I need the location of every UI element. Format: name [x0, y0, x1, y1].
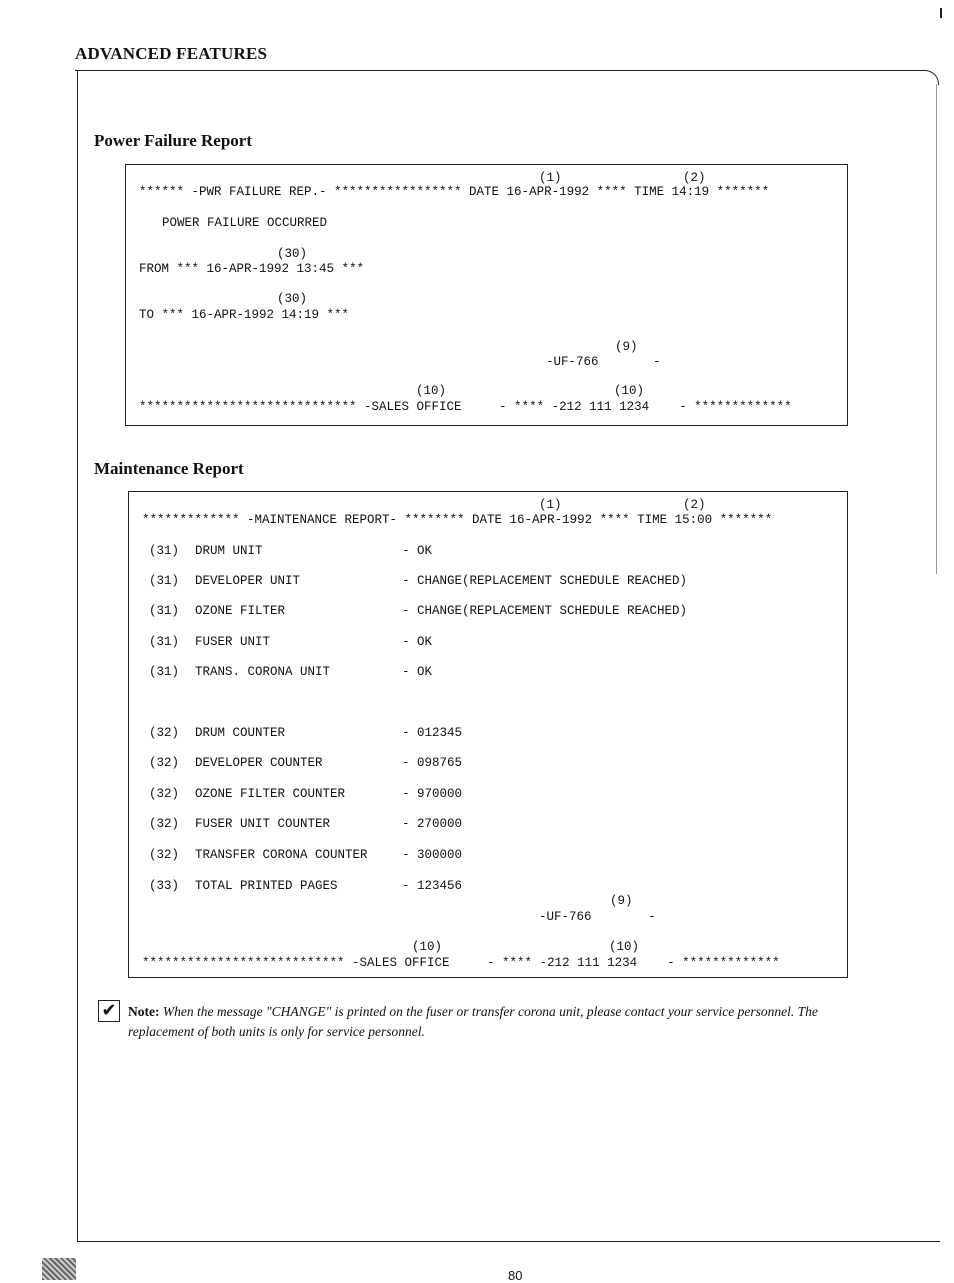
- counter-row-ref: (32): [149, 756, 180, 770]
- counter-row-ref: (32): [149, 848, 180, 862]
- status-row-value: - CHANGE(REPLACEMENT SCHEDULE REACHED): [402, 574, 688, 588]
- counter-row-ref: (33): [149, 879, 180, 893]
- pwr-id-dash: -: [653, 355, 661, 369]
- status-row-value: - OK: [402, 635, 433, 649]
- counter-row-value: - 270000: [402, 817, 463, 831]
- maintenance-report-box: [128, 491, 848, 978]
- counter-row-value: - 123456: [402, 879, 463, 893]
- page-edge-mark: [940, 8, 942, 18]
- ref-id: (9): [615, 340, 638, 354]
- maint-header-line: ************* -MAINTENANCE REPORT- ******** DATE 16-APR-1992 **** TIME 15:00 *******: [142, 513, 773, 527]
- counter-row-ref: (32): [149, 787, 180, 801]
- frame-bottom-rule: [77, 1241, 940, 1242]
- power-failure-title: Power Failure Report: [94, 131, 252, 150]
- pwr-id-line: -UF-766: [546, 355, 599, 369]
- status-row-ref: (31): [149, 665, 180, 679]
- frame-corner: [918, 70, 939, 85]
- scan-artifact: [42, 1258, 76, 1280]
- ref-date: (1): [539, 171, 562, 185]
- counter-row-item: TOTAL PRINTED PAGES: [195, 879, 338, 893]
- section-header: ADVANCED FEATURES: [75, 44, 268, 63]
- pwr-from-line: FROM *** 16-APR-1992 13:45 ***: [139, 262, 365, 276]
- note-body: When the message "CHANGE" is printed on the fuser or transfer corona unit, please contact your service personnel. The replacement of both units is only for service personnel.: [128, 1004, 818, 1039]
- counter-row-value: - 970000: [402, 787, 463, 801]
- ref-id: (9): [610, 894, 633, 908]
- ref-from: (30): [277, 247, 308, 261]
- note-label: Note:: [128, 1004, 160, 1019]
- ref-time: (2): [683, 498, 706, 512]
- status-row-item: DEVELOPER UNIT: [195, 574, 301, 588]
- frame-top-rule: [75, 70, 923, 71]
- counter-row-item: DRUM COUNTER: [195, 726, 286, 740]
- status-row-item: DRUM UNIT: [195, 544, 263, 558]
- status-row-item: FUSER UNIT: [195, 635, 271, 649]
- frame-right-rule: [936, 84, 937, 574]
- note-text: [128, 1002, 878, 1042]
- checkmark-icon: ✔: [98, 1000, 120, 1022]
- ref-footer-b: (10): [614, 384, 645, 398]
- counter-row-ref: (32): [149, 817, 180, 831]
- maint-id-line: -UF-766: [539, 910, 592, 924]
- counter-row-item: DEVELOPER COUNTER: [195, 756, 323, 770]
- status-row-value: - CHANGE(REPLACEMENT SCHEDULE REACHED): [402, 604, 688, 618]
- ref-date: (1): [539, 498, 562, 512]
- page-number: 80: [508, 1268, 523, 1283]
- counter-row-item: FUSER UNIT COUNTER: [195, 817, 331, 831]
- pwr-header-line: ****** -PWR FAILURE REP.- ***************** DATE 16-APR-1992 **** TIME 14:19 *******: [139, 185, 770, 199]
- status-row-item: TRANS. CORONA UNIT: [195, 665, 331, 679]
- pwr-to-line: TO *** 16-APR-1992 14:19 ***: [139, 308, 350, 322]
- status-row-ref: (31): [149, 544, 180, 558]
- maint-footer-line: *************************** -SALES OFFICE - **** -212 111 1234 - *************: [142, 956, 780, 970]
- counter-row-value: - 012345: [402, 726, 463, 740]
- frame-left-rule: [77, 70, 78, 1242]
- ref-to: (30): [277, 292, 308, 306]
- power-failure-report-box: [125, 164, 848, 426]
- status-row-ref: (31): [149, 635, 180, 649]
- counter-row-value: - 098765: [402, 756, 463, 770]
- ref-footer-a: (10): [412, 940, 443, 954]
- pwr-footer-line: ***************************** -SALES OFFICE - **** -212 111 1234 - *************: [139, 400, 792, 414]
- status-row-value: - OK: [402, 665, 433, 679]
- counter-row-item: TRANSFER CORONA COUNTER: [195, 848, 368, 862]
- counter-row-value: - 300000: [402, 848, 463, 862]
- maint-id-dash: -: [648, 910, 656, 924]
- status-row-ref: (31): [149, 604, 180, 618]
- counter-row-ref: (32): [149, 726, 180, 740]
- maintenance-title: Maintenance Report: [94, 459, 244, 478]
- ref-footer-b: (10): [609, 940, 640, 954]
- status-row-value: - OK: [402, 544, 433, 558]
- counter-row-item: OZONE FILTER COUNTER: [195, 787, 346, 801]
- pwr-occurred-line: POWER FAILURE OCCURRED: [162, 216, 328, 230]
- ref-time: (2): [683, 171, 706, 185]
- status-row-item: OZONE FILTER: [195, 604, 286, 618]
- status-row-ref: (31): [149, 574, 180, 588]
- ref-footer-a: (10): [416, 384, 447, 398]
